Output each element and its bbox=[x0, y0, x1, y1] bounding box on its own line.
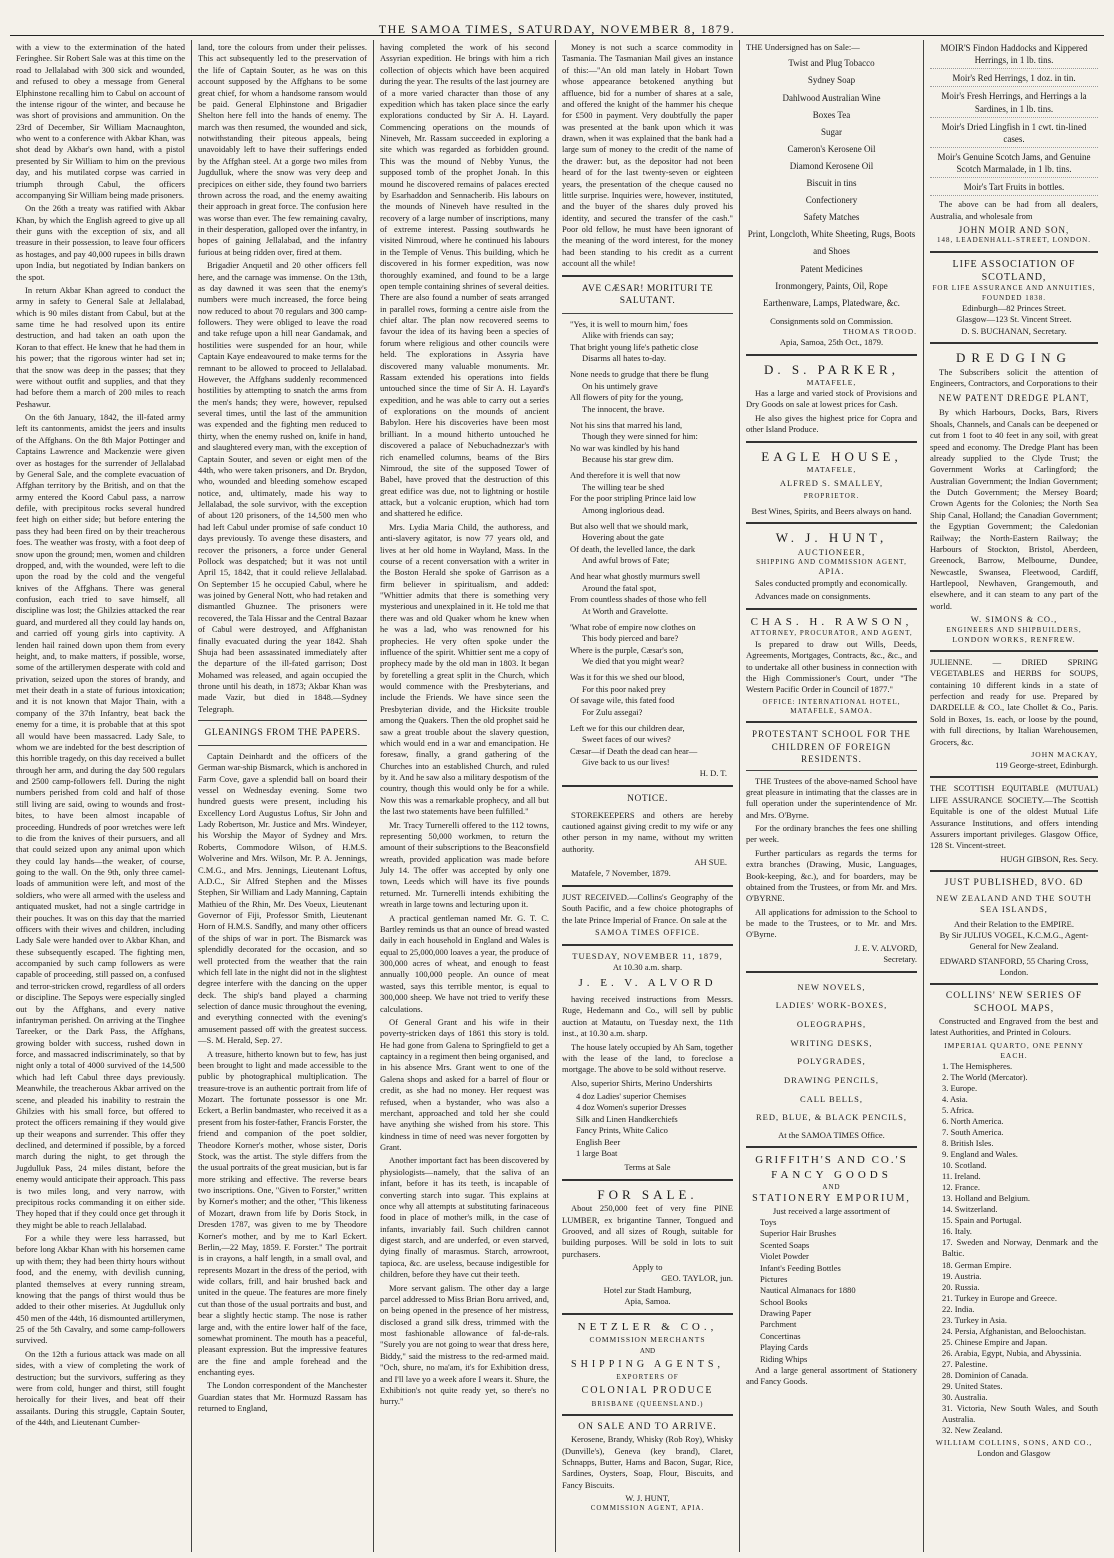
divider bbox=[746, 522, 917, 524]
griffith-name: GRIFFITH'S AND CO.'S bbox=[755, 1154, 908, 1167]
griffith-item: Toys bbox=[760, 1217, 777, 1228]
divider bbox=[746, 441, 917, 443]
novels-item: RED, BLUE, & BLACK PENCILS, bbox=[756, 1112, 907, 1123]
poem-line: All flowers of pity for the young, bbox=[570, 392, 684, 403]
collins-map-item: 14. Switzerland. bbox=[942, 1204, 998, 1215]
netzler-line: BRISBANE (QUEENSLAND.) bbox=[591, 1399, 704, 1408]
article-paragraph: More servant galism. The other day a large parcel addressed to Miss Brian Boru arrived, and, on being opened in the presence of her mistress, disclosed a grand silk dress, trimmed with the most fashionable allowance of fal-de-rals. "Surely you are not going to wear that dress here, Biddy," said the mistress to the red-armed maid. "Och, shure, no ma'am, it's for Exhibition dress, and I'll lave yo a week afore I wears it. Shure, the Exhibition's not quite ready yet, so there's no hurry." bbox=[380, 1282, 549, 1407]
notice-date: Matafele, 7 November, 1879. bbox=[571, 868, 671, 879]
griffith-item: Superior Hair Brushes bbox=[760, 1228, 837, 1239]
article-paragraph: In return Akbar Khan agreed to conduct the army in safety to General Sale at Jellalabad, which is 90 miles distant from Cabul, but at the same time he had resolved upon its entire destruction, and had taken an oath upon the Koran to that effect. He knew that he had them in his power; that the rigorous winter had set in; that the snow was deep in the passes; that they were without outfit and supplies, and that they had before them a march of 200 miles to reach Peshawur. bbox=[16, 284, 185, 409]
article-paragraph: with a view to the extermination of the hated Feringhee. Sir Robert Sale was at this time on the road to Jellalabad with 300 sick and wounded, and refused to obey a message from General Elphinstone recalling him to Cabul on account of the intense rigour of the winter, and because he was short of provisions and ammunition. On the 23rd of December, Sir William Macnaughton, who went to a conference with Akbar Khan, was shot dead by Akbar's own hand, with a pistol presented by Sir William to him on the previous day, and his mutilated corpse was carried in triumph through Cabul, the officers accompanying Sir William being made prisoners. bbox=[16, 42, 185, 200]
divider bbox=[562, 1313, 733, 1315]
poem-line: Though they were sinned for him: bbox=[582, 431, 698, 442]
moir-item: Moir's Dried Lingfish in 1 cwt. tin-lined cases. bbox=[930, 121, 1098, 148]
collins-map-item: 13. Holland and Belgium. bbox=[942, 1193, 1031, 1204]
collins-map-item: 20. Russia. bbox=[942, 1281, 980, 1292]
published-heading: JUST PUBLISHED, 8VO. 6D bbox=[944, 878, 1084, 889]
parker-text: Has a large and varied stock of Provisions and Dry Goods on sale at lowest prices for Cash. bbox=[746, 388, 917, 410]
trood-item: Sugar bbox=[821, 126, 842, 137]
griffith-item: Parchment bbox=[760, 1319, 797, 1330]
trood-item: Patent Medicines bbox=[800, 263, 863, 274]
netzler-line: COMMISSION MERCHANTS bbox=[589, 1335, 706, 1345]
moir-address: 148, LEADENHALL-STREET, LONDON. bbox=[937, 236, 1091, 245]
moir-item: MOIR'S Findon Haddocks and Kippered Herrings, in 1 lb. tins. bbox=[930, 42, 1098, 69]
poem-line: This body pierced and bare? bbox=[582, 633, 679, 644]
auction-items bbox=[562, 1091, 733, 1159]
published-author: By Sir JULIUS VOGEL, K.C.M.G., Agent-General for New Zealand. bbox=[939, 929, 1089, 952]
novels-item: WRITING DESKS, bbox=[790, 1037, 873, 1048]
collins-map-item: 9. England and Wales. bbox=[942, 1149, 1018, 1160]
divider bbox=[746, 354, 917, 356]
divider bbox=[746, 971, 917, 973]
on-sale-place: COMMISSION AGENT, APIA. bbox=[590, 1504, 705, 1513]
julienne-signature: JOHN MACKAY, bbox=[1031, 749, 1098, 759]
moir-item: Moir's Genuine Scotch Jams, and Genuine Scotch Marmalade, in 1 lb. tins. bbox=[930, 151, 1098, 178]
notice-text: STOREKEEPERS and others are hereby cautioned against giving credit to my wife or any other person in my name, without my written authority. bbox=[562, 809, 733, 854]
moir-item: Moir's Red Herrings, 1 doz. in tin. bbox=[930, 72, 1098, 87]
published-title: NEW ZEALAND AND THE SOUTH SEA ISLANDS, bbox=[936, 892, 1092, 915]
dredge-signature: LONDON WORKS, RENFREW. bbox=[952, 634, 1076, 644]
collins-map-item: 26. Arabia, Egypt, Nubia, and Abyssinia. bbox=[942, 1347, 1082, 1358]
hunt-line: APIA. bbox=[818, 567, 845, 577]
collins-map-item: 18. German Empire. bbox=[942, 1259, 1012, 1270]
article-paragraph: Captain Deinhardt and the officers of the German war-ship Bismarck, which is anchored in Farm Cove, gave a splendid ball on board their vessel on Wednesday evening. Some two hundred guests were present, including his Excellency Lord Augustus Loftus, Sir John and Lady Robertson, Mr. Justice and Mrs. Windeyer, his Worship the Mayor of Sydney and Mrs. Roberts, Commodore Wilson, of H.M.S. Wolverine and Mrs. Wilson, Mr. P. A. Jennings, C.M.G., and Mrs. Jennings, Lieutenant Loftus, A.D.C., Sir Alfred Stephen and the Misses Stephen, Sir William and Lady Manning, Captain Mathieu of the Rhin, Mr. Des Voeux, Lieutenant Governor of Fiji, Professor Smith, Lieutenant Horn of H.M.S. Sandfly, and many other officers of the ships of war in port. The Bismarck was splendidly decorated for the occasion, and so well protected from the weather that the rain which fell late in the night did not in the slightest degree interfere with the dancing on the upper deck. The ship's band played a charming selection of dance music throughout the evening, and everything connected with the evening's amusement passed off with the greatest success.—S. M. Herald, Sep. 27. bbox=[198, 750, 367, 1046]
trood-item: Twist and Plug Tobacco bbox=[788, 58, 875, 69]
divider bbox=[562, 313, 733, 314]
eagle-place: MATAFELE, bbox=[806, 464, 857, 474]
parker-name: D. S. PARKER, bbox=[764, 361, 899, 377]
novels-item: NEW NOVELS, bbox=[797, 981, 866, 992]
collins-heading: COLLINS' NEW SERIES OF SCHOOL MAPS, bbox=[945, 991, 1083, 1015]
collins-map-item: 17. Sweden and Norway, Denmark and the Baltic. bbox=[942, 1237, 1098, 1259]
masthead: THE SAMOA TIMES, SATURDAY, NOVEMBER 8, 1879. bbox=[10, 6, 1104, 36]
moir-name: JOHN MOIR AND SON, bbox=[958, 225, 1070, 236]
poem-line: Around the fatal spot, bbox=[582, 582, 657, 593]
trood-item: Sydney Soap bbox=[807, 75, 856, 86]
griffith-item: Pictures bbox=[760, 1273, 788, 1284]
on-sale-heading: ON SALE AND TO ARRIVE. bbox=[578, 1422, 717, 1433]
school-text: For the ordinary branches the fees one shilling per week. bbox=[746, 823, 917, 845]
griffith-item: Violet Powder bbox=[760, 1251, 809, 1262]
notice-heading: NOTICE. bbox=[627, 793, 668, 804]
poem-line: Because his star grew dim. bbox=[582, 454, 674, 465]
poem-line: But also well that we should mark, bbox=[570, 520, 689, 531]
poem-line: 'What robe of empire now clothes on bbox=[570, 621, 696, 632]
dredge-signature: ENGINEERS AND SHIPBUILDERS, bbox=[946, 625, 1082, 634]
article-paragraph: For a while they were less harrassed, but before long Akbar Khan with his horsemen came up with them; they had been thirty hours without food, and the enemy, with devilish cunning, planted themselves at every running stream, knowing that the pangs of thirst would thus be added to their other miseries. At Jugdulluk only 450 men of the 44th, 16 dismounted artillerymen, 25 of the 5th Cavalry, and some camp-followers survived. bbox=[16, 1233, 185, 1346]
divider bbox=[562, 1179, 733, 1181]
trood-items bbox=[746, 55, 917, 311]
on-sale-signature: W. J. HUNT, bbox=[625, 1493, 670, 1503]
collins-signature: WILLIAM COLLINS, SONS, AND CO., bbox=[935, 1438, 1093, 1448]
griffith-item: Playing Cards bbox=[760, 1342, 808, 1353]
rawson-name: CHAS. H. RAWSON, bbox=[750, 615, 913, 628]
poem-line: The willing tear be shed bbox=[582, 481, 665, 492]
column-1 bbox=[10, 40, 192, 1552]
divider bbox=[930, 983, 1098, 985]
collins-map-item: 11. Ireland. bbox=[942, 1171, 981, 1182]
auction-text: having received instructions from Messrs. Ruge, Hedemann and Co., will sell by public auction at Matautu, on Tuesday next, the 11th inst., at 10.30 a.m. sharp. bbox=[562, 994, 733, 1039]
eagle-title: PROPRIETOR. bbox=[803, 492, 860, 501]
parker-place: MATAFELE, bbox=[806, 377, 857, 387]
auction-item: 1 large Boat bbox=[576, 1147, 618, 1158]
poem-title: AVE CÆSAR! MORITURI TE SALUTANT. bbox=[581, 283, 714, 307]
notice-signature: AH SUE. bbox=[694, 857, 727, 868]
julienne-text: JULIENNE. — DRIED SPRING VEGETABLES and HERBS for SOUPS, containing 10 different kinds in a state of perfection and ready for use. Prepared by DARDELLE & CO., late Chollet & Co., Paris. Sold in Boxes, 1s. each, or loose by the pound, with full directions, by Italian Warehousemen, Grocers, &c. bbox=[930, 656, 1098, 747]
for-sale-name: GEO. TAYLOR, jun. bbox=[661, 1273, 733, 1284]
for-sale-hotel: Hotel zur Stadt Hamburg, bbox=[603, 1284, 692, 1295]
life-line: Edinburgh—82 Princes Street. bbox=[962, 303, 1066, 314]
hunt-name: W. J. HUNT, bbox=[775, 530, 888, 546]
poem-line: Hovering about the gate bbox=[582, 532, 664, 543]
article-paragraph: Money is not such a scarce commodity in Tasmania. The Tasmanian Mail gives an instance of this:—"An old man lately in Hobart Town whose appearance betokened anything but affluence, bid for a number of shares at a sale, and offered the knight of the hammer his cheque for £500 in payment. Very doubtfully the paper was presented at the bank upon which it was drawn, when it was explained that the bank had a large sum of money to the credit of the name of the drawer: but, as the depositor had not been heard of for the last twenty-seven or eighteen years, the presentation of the cheque caused no little surprise. Inquiries were, however, instituted, and the buyer of the shares duly proved his identity, and secured the transfer of the cash." Poor old fellow, he must have been ignorant of the meaning of the word interest, for the money had been standing to his credit as a current account all the while! bbox=[562, 42, 733, 269]
auction-item: Fancy Prints, White Calico bbox=[576, 1125, 668, 1136]
rawson-office: OFFICE: INTERNATIONAL HOTEL, MATAFELE, SAMOA. bbox=[762, 697, 901, 716]
school-text: THE Trustees of the above-named School have great pleasure in intimating that the classes are in full operation under the superintendence of Mr. and Mrs. O'Byrne. bbox=[746, 775, 917, 820]
moir-text: The above can be had from all dealers, Australia, and wholesale from bbox=[930, 199, 1098, 221]
divider bbox=[198, 745, 367, 746]
novels-item: OLEOGRAPHS, bbox=[796, 1018, 867, 1029]
divider bbox=[930, 650, 1098, 652]
collins-map-item: 8. British Isles. bbox=[942, 1137, 994, 1148]
moir-items bbox=[930, 42, 1098, 196]
griffith-item: Drawing Paper bbox=[760, 1308, 812, 1319]
eagle-text: Best Wines, Spirits, and Beers always on hand. bbox=[751, 505, 912, 516]
griffith-item: Scented Soaps bbox=[760, 1239, 810, 1250]
collins-map-item: 7. South America. bbox=[942, 1126, 1004, 1137]
poem-line: Among inglorious dead. bbox=[582, 504, 665, 515]
griffith-text: Just received a large assortment of bbox=[772, 1205, 891, 1216]
collins-map-item: 4. Asia. bbox=[942, 1093, 968, 1104]
moir-item: Moir's Fresh Herrings, and Herrings a la Sardines, in 1 lb. tins. bbox=[930, 90, 1098, 117]
for-sale-place: Apia, Samoa. bbox=[624, 1296, 671, 1307]
poem-line: Of savage wile, this fated food bbox=[570, 695, 675, 706]
trood-consign: Consignments sold on Commission. bbox=[770, 315, 893, 326]
collins-map-item: 25. Chinese Empire and Japan. bbox=[942, 1336, 1048, 1347]
poem-line: We died that you might wear? bbox=[582, 656, 684, 667]
collins-map-item: 31. Victoria, New South Wales, and South Australia. bbox=[942, 1403, 1098, 1425]
column-4 bbox=[556, 40, 740, 1552]
griffith-item: Infant's Feeding Bottles bbox=[760, 1262, 841, 1273]
dredge-signature: W. SIMONS & CO., bbox=[970, 614, 1058, 625]
trood-item: Cameron's Kerosene Oil bbox=[787, 143, 876, 154]
collins-map-item: 24. Persia, Afghanistan, and Beloochistan. bbox=[942, 1325, 1087, 1336]
article-paragraph: On the 6th January, 1842, the ill-fated army left its cantonments, amidst the jeers and insults of the Affghans. On the 8th Major Pottinger and Captains Lawrence and Mackenzie were given over as hostages for the surrender of Jellalabad by General Sale, and the complete evacuation of Affghan territory by the British, and on that the army entered the Koord Cabul pass, a narrow defile, with precipitous rocks several hundred feet high on either side; but before entering the pass they had been fired on by their treacherous foes. The weather was frosty, with a foot deep of snow upon the ground; men, women and children dropped, and, with the wounded, were left to die upon the road by the cold and the vengeful knives of the Affghans. There was general confusion, each tried to save himself, all discipline was lost; the Ghilzies attacked the rear guard, and murdered all they could lay hands on, and carried off young girls into captivity. A lenden hail rained down upon them from every height, and, to make matters, if possible, worse, some of the artillerymen desperate with cold and privation, seized upon the stores of brandy, and met their death in a state of furious intoxication; and it is not known that Major Thain, with a company of the 37th Infantry, beat back the enemy for a time, it is probable that at this spot all would have been massacred. Lady Sale, to whom we are indebted for the best description of this horrible tragedy, on this day received a bullet through her arm, and during the day 500 regulars and 2500 camp-followers fell. During the night numbers perished from cold and half of those still living are said, owing to wounds and frost-bites, to have been almost incapable of proceeding. Hundreds of poor wretches were left to die from the knives of their pursuers, and all that could seized upon any animal upon which they could lay hands—the weaker, of course, going to the wall. On the 9th, only three camel-loads of ammunition were left, and most of the soldiers, who were all armed with the useless and antiquated musket, had not a single cartridge in their pouches. It was on this day that the married officers with their wives and children, including Lady Sale were handed over to Akbar Khan, and these subsequently escaped. The fighting men, accompanied by such camp followers as were capable of proceeding, still passed on, a confused and terror-stricken crowd, regardless of all orders or discipline. The Sepoys were especially singled out by the Affghans, and every native infantryman perished. On arriving at the Tinghee Tareeker, or the Dark Pass, the Affghans, growing bolder with success, rushed down in force, and massacred indiscriminately, so that by night only a total of 4000 survived of the 14,500 which had left Cabul three days previously. Meanwhile, the treacherous Akbar arrived on the scene, and pleaded his inability to restrain the Ghilzies with his small force, but offered to protect the officers remaining if they would give up their weapons and surrender. This offer they declined, and determined if possible, by a forced march during the night, to get through the Jugdulluk Pass, 24 miles distant, before the enemy would anticipate their approach. This pass is two miles long, and very narrow, with precipitous rocks commanding it on either side. They hoped that if they could once get through it they might be able to reach Jellalabad. bbox=[16, 412, 185, 1230]
trood-item: Earthenware, Lamps, Platedware, &c. bbox=[763, 297, 900, 308]
collins-map-item: 12. France. bbox=[942, 1182, 981, 1193]
trood-item: Dahlwood Australian Wine bbox=[782, 92, 881, 103]
school-text: Further particulars as regards the terms for extra branches (Drawing, Music, Languages, Book-keeping, &c.), and for boarders, may be obtained from the Trustees, or from Mr. and Mrs. O'BYRNE. bbox=[746, 847, 917, 904]
divider bbox=[562, 944, 733, 946]
hunt-line: SHIPPING AND COMMISSION AGENT, bbox=[756, 557, 907, 566]
auction-time: At 10.30 a.m. sharp. bbox=[612, 962, 683, 972]
scottish-text: THE SCOTTISH EQUITABLE (MUTUAL) LIFE ASSURANCE SOCIETY.—The Scottish Equitable is one of the oldest Mutual Life Assurance Institutions, and offers intending Assurers important privileges. Glasgow Office, 128 St. Vincent-street. bbox=[930, 783, 1098, 851]
griffith-line: AND bbox=[822, 1182, 841, 1191]
dredge-body: By which Harbours, Docks, Bars, Rivers Shoals, Channels, and Canals can be deepened or cut from 1 foot to 40 feet in any soil, with great speed and economy. The Dredge Plant has been already supplied to the Clyde Trust; the Government Works at Carlingford; the Australian Government; the Indian Government; the Dutch Government; the Mersey Board; Crown Agents for the Colonies; the North Sea Ship Canal, Holland; the Canadian Government; the Egyptian Government; the Caledonian Railway; the North-Eastern Railway; the Harbours of Stockton, Bristol, Aberdeen, Greenock, Barrow, Melbourne, Dundee, Newcastle, Swansea, Fleetwood, Cardiff, Hartlepool, Newhaven, Grangemouth, and elsewhere, and it can steam to any part of the world. bbox=[930, 407, 1098, 611]
eagle-name: EAGLE HOUSE, bbox=[761, 448, 902, 464]
auction-item: 4 doz Ladies' superior Chemises bbox=[576, 1091, 687, 1102]
collins-map-item: 21. Turkey in Europe and Greece. bbox=[942, 1292, 1057, 1303]
poem-line: Was it for this we shed our blood, bbox=[570, 672, 685, 683]
life-heading: LIFE ASSOCIATION OF SCOTLAND, bbox=[952, 258, 1076, 283]
poem-line: And awful brows of Fate; bbox=[582, 555, 670, 566]
poem-line: None needs to grudge that there be flung bbox=[570, 369, 709, 380]
divider bbox=[746, 770, 917, 771]
poem-line: Left we for this our children dear, bbox=[570, 722, 685, 733]
life-line: Glasgow—123 St. Vincent Street. bbox=[956, 314, 1072, 325]
published-publisher: EDWARD STANFORD, 55 Charing Cross, London. bbox=[939, 955, 1089, 977]
article-paragraph: having completed the work of his second Assyrian expedition. He brings with him a rich collection of objects which have been acquired during the year. The results of the last journey are of a more varied character than those of any expedition which has taken place since the early explorations conducted by Sir A. H. Layard. Commencing operations on the mounds of Nineveh, Mr. Rassam succeeded in exploring a site which was regarded as forbidden ground. This was the mound of Nebby Yunus, the supposed tomb of the prophet Jonah. In this mound he discovered remains of palaces erected by Esarhaddon and Sennacherib. His labours on the mounds of Nineveh have resulted in the recovery of a large number of inscriptions, many of extreme interest. Passing southwards he visited Nimroud, where he continued his labours in the Temple of Venus. This building, which he discovered in his former expedition, was now thoroughly examined, and found to be a large open temple containing shrines of several deities. There are also found a number of seats arranged in parallel rows, forming a centre aisle from the chief altar. The plan now recovered seems to favour the idea of its having been a species of forum where religious and other councils were held. The explorations in Assyria have discovered many valuable monuments. Mr. Rassam extended his operations into fields untouched since the time of Sir A. H. Layard's expedition, and he was able to carry out a series of explorations on the mounds of ancient Babylon. Here his discoveries have been most brilliant. In a mound hitherto untouched he discovered a palace of Nebuchadnezzar's with rich enamelled columns, beams of the Birs Nimroud, the site of the supposed Tower of Babel, have proved that the destruction of this great edifice was due, not to lightning or hostile attack, but a volcanic eruption, which had torn and shattered he edifice. bbox=[380, 42, 549, 519]
article-paragraph: A practical gentleman named Mr. G. T. C. Bartley reminds us that an ounce of bread wasted daily in each household in England and Wales is equal to 25,000,000 loaves a year, the produce of 300,000 acres of wheat, and enough to feast annually 100,000 people. An ounce of meat wasted, says this terrible mentor, is equal to 300,000 sheep. We have not tried to verify these calculations. bbox=[380, 912, 549, 1014]
school-signature: Secretary. bbox=[883, 954, 917, 965]
article-paragraph: On the 26th a treaty was ratified with Akbar Khan, by which the English agreed to give up all their guns with the exception of six, and all treasure in their possession, to leave four officers as hostages, and pay 40,000 rupees in bills drawn upon India, but negotiated by Indian bankers on the spot. bbox=[16, 203, 185, 282]
published-sub: And their Relation to the EMPIRE. bbox=[954, 918, 1074, 929]
collins-map-item: 28. Dominion of Canada. bbox=[942, 1369, 1029, 1380]
collins-map-item: 10. Scotland. bbox=[942, 1160, 987, 1171]
just-received-text: JUST RECEIVED.—Collins's Geography of the South Pacific, and a few choice photographs of the late Prince Imperial of France. On sale at the bbox=[562, 891, 733, 925]
divider bbox=[562, 1414, 733, 1416]
netzler-line: SHIPPING AGENTS, bbox=[571, 1358, 724, 1370]
poem-line: Alike with friends can say; bbox=[582, 330, 674, 341]
poem-line: From countless shades of those who fell bbox=[570, 594, 707, 605]
divider bbox=[930, 251, 1098, 253]
column-3 bbox=[374, 40, 556, 1552]
auction-item: English Beer bbox=[576, 1136, 621, 1147]
griffith-items bbox=[746, 1217, 917, 1365]
trood-signature: THOMAS TROOD. bbox=[842, 327, 917, 337]
collins-map-item: 16. Italy. bbox=[942, 1226, 972, 1237]
griffith-item: Concertinas bbox=[760, 1330, 801, 1341]
divider bbox=[746, 608, 917, 610]
poem-line: Not his sins that marred his land, bbox=[570, 419, 683, 430]
for-sale-heading: FOR SALE. bbox=[597, 1186, 698, 1202]
column-5 bbox=[740, 40, 924, 1552]
griffith-line: FANCY GOODS bbox=[771, 1169, 892, 1182]
dredge-title: NEW PATENT DREDGE PLANT, bbox=[938, 393, 1090, 404]
divider bbox=[562, 785, 733, 787]
article-paragraph: Mrs. Lydia Maria Child, the authoress, and anti-slavery agitator, is now 77 years old, and lives at her old home in Wayland, Mass. In the course of a recent conversation with a writer in the Boston Herald she spoke of Garrison as a firm believer in spiritualism, and added: "Whittier admits that there is something very mysterious and unexplained in it. He told me that there was and old Quaker whom he knew when he was a lad, who was renowned for his prophecies. He very often spoke under the influence of the spirit. Whittier sent me a copy of prophecy made by the old man in 1803. It began by foretelling a great split in the Church, which would commence with the Presbyterians, and include the Friends. We have since seen the Presbyterian divide, and the Hicksite trouble among the Quakers. Then the old prophet said he saw a great trouble about the slavery question, which would end in a war and emancipation. He foresaw, finally, a grand gathering of the Churches into an established Church, and ruled by it. And he saw also a military despotism of the country, though this would only be for a while. Now this was a remarkable prophecy, and all but the last two statements have been fulfilled." bbox=[380, 521, 549, 817]
trood-item: Print, Longcloth, White Sheeting, Rugs, Boots and Shoes bbox=[747, 229, 916, 257]
school-heading: PROTESTANT SCHOOL FOR THE CHILDREN OF FOREIGN RESIDENTS. bbox=[752, 729, 911, 764]
collins-map-item: 27. Palestine. bbox=[942, 1358, 988, 1369]
trood-item: Safety Matches bbox=[803, 212, 860, 223]
poem-line: And hear what ghostly murmurs swell bbox=[570, 571, 701, 582]
trood-date: Apia, Samoa, 25th Oct., 1879. bbox=[779, 337, 884, 348]
scottish-signature: HUGH GIBSON, Res. Secy. bbox=[1000, 853, 1098, 864]
poem-line: And therefore it is well that now bbox=[570, 470, 681, 481]
julienne-address: 119 George-street, Edinburgh. bbox=[995, 760, 1098, 771]
poem-line: That bright young life's pathetic close bbox=[570, 341, 699, 352]
divider bbox=[198, 720, 367, 721]
for-sale-apply: Apply to bbox=[632, 1262, 663, 1273]
hunt-text: Sales conducted promptly and economically. bbox=[755, 577, 908, 588]
article-paragraph: On the 12th a furious attack was made on all sides, with a view of completing the work of destruction; but the survivors, suffering as they were from cold, hunger and thirst, still fought heroically for their lives, and beat off their assailants. During this struggle, Captain Souter, of the 44th, and Lieutenant Cumber- bbox=[16, 1348, 185, 1427]
poem-line: The innocent, the brave. bbox=[582, 403, 665, 414]
divider bbox=[930, 870, 1098, 872]
divider bbox=[562, 885, 733, 887]
just-received-office: SAMOA TIMES OFFICE. bbox=[595, 927, 700, 937]
article-paragraph: Brigadier Anquetil and 20 other officers fell here, and the carnage was immense. On the 13th, as day dawned it was seen that the enemy's numbers were much increased, the force being now reduced to about 70 regulars and 300 camp-followers. They were obliged to leave the road and take refuge upon a hill near Gandamak, and hostilities were suspended for an hour, while Captain Kaye endeavoured to make terms for the remnant to be allowed to proceed to Jellalabad. However, the Affghans suddenly recommenced hostilities by attempting to snatch the arms from the men's hands; they were, however, repulsed several times, until the last of the ammunition was expended and the fighting men reduced to thirty, when the enemy rushed on, knife in hand, and slaughtered every man, with the exception of Captain Souter, and seven or eight men of the 44th, who were taken prisoners, and Dr. Brydon, who, wounded and bleeding somehow escaped notice, and, ultimately, made his way to Jellalabad, the sole survivor, with the exception of about 120 prisoners, of the 14,500 men who had left Cabul under promise of safe conduct 10 days previously. To avenge these disasters, and recover the prisoners, a force under General Pollock was despatched; but it was not until April 15, 1842, that it could relieve Jellalabad. On September 15 he occupied Cabul, where he was joined by General Nott, who had retaken and dismantled Ghuznee. The prisoners were recovered, the Tala Hissar and the Central Bazaar of Cabul were destroyed, and Affghanistan finally evacuated during the year 1842. Shah Shuja had been assassinated immediately after the departure of the ill-fated garrison; Dost Mohamed was released, and again occupied the throne until his death, in 1873; Akbar Khan was made Vazir, but died in 1848.—Sydney Telegraph. bbox=[198, 260, 367, 714]
collins-map-item: 32. New Zealand. bbox=[942, 1425, 1003, 1436]
collins-map-item: 6. North America. bbox=[942, 1115, 1004, 1126]
divider bbox=[746, 1146, 917, 1148]
poem-line: Give back to us our lives! bbox=[582, 757, 670, 768]
collins-sub: IMPERIAL QUARTO, ONE PENNY EACH. bbox=[944, 1040, 1084, 1060]
poem-line: No war was kindled by his hand bbox=[570, 442, 680, 453]
novels-item: LADIES' WORK-BOXES, bbox=[775, 1000, 888, 1011]
hunt-line: AUCTIONEER, bbox=[797, 546, 866, 557]
collins-map-item: 15. Spain and Portugal. bbox=[942, 1215, 1022, 1226]
poem-line: Cæsar—if Death the dead can hear— bbox=[570, 745, 698, 756]
netzler-line: AND bbox=[639, 1346, 656, 1355]
griffith-end: And a large general assortment of Stationery and Fancy Goods. bbox=[746, 1364, 917, 1387]
novels-item: CALL BELLS, bbox=[799, 1093, 864, 1104]
collins-map-item: 23. Turkey in Asia. bbox=[942, 1314, 1007, 1325]
collins-text: Constructed and Engraved from the best and latest Authorities, and Printed in Colours. bbox=[930, 1015, 1098, 1038]
trood-heading: THE Undersigned has on Sale:— bbox=[746, 42, 860, 52]
netzler-line: EXPORTERS OF bbox=[616, 1373, 679, 1382]
collins-map-item: 22. India. bbox=[942, 1303, 975, 1314]
poem bbox=[562, 319, 733, 769]
griffith-item: School Books bbox=[760, 1296, 808, 1307]
moir-item: Moir's Tart Fruits in bottles. bbox=[930, 181, 1098, 196]
collins-maps bbox=[930, 1061, 1098, 1437]
section-heading: GLEANINGS FROM THE PAPERS. bbox=[204, 728, 361, 739]
poem-line: For this poor naked prey bbox=[582, 683, 666, 694]
auction-also: Also, superior Shirts, Merino Undershirts bbox=[571, 1077, 713, 1088]
dredge-text: The Subscribers solicit the attention of Engineers, Contractors, and Corporations to their bbox=[930, 366, 1098, 389]
school-signature: J. E. V. ALVORD, bbox=[854, 942, 917, 953]
novels-item: DRAWING PENCILS, bbox=[783, 1075, 880, 1086]
divider bbox=[930, 776, 1098, 778]
trood-item: Confectionery bbox=[805, 195, 858, 206]
collins-signature: London and Glasgow bbox=[977, 1448, 1051, 1459]
poem-line: For the poor stripling Prince laid low bbox=[570, 493, 697, 504]
auction-date: TUESDAY, NOVEMBER 11, 1879, bbox=[572, 950, 723, 961]
parker-text: He also gives the highest price for Copra and other Island Produce. bbox=[746, 412, 917, 435]
on-sale-text: Kerosene, Brandy, Whisky (Rob Roy), Whisky (Dunville's), Geneva (key brand), Claret, Schnapps, Butter, Hams and Bacon, Sugar, Rice, Sardines, Oysters, Soap, Flour, Biscuits, and Fancy Biscuits. bbox=[562, 1434, 733, 1490]
novels-item: POLYGRADES, bbox=[797, 1056, 866, 1067]
newspaper-columns bbox=[10, 40, 1104, 1552]
column-2 bbox=[192, 40, 374, 1552]
article-paragraph: land, tore the colours from under their pelisses. This act subsequently led to the preservation of the life of Captain Souter, as he was on this account supposed by the Affghans to be some great chief, for whom a handsome ransom would be paid. General Elphinstone and Brigadier Shelton here fell into the hands of enemy. The march was then resumed, the wounded and sick, notwithstanding their piteous appeals, being unavoidably left to have their sufferings ended by the Affghan steel. At a gorge two miles from Jugdulluk, where the snow was very deep and precipices on either side, they found two barriers thrown across the road, and the enemy awaiting their approach in great force. The confusion here was worse than ever. The few remaining cavalry, in their desperation, galloped over the infantry, in hopes of gaining Jellalabad, and the infantry furious at being ridden over, fired at them. bbox=[198, 42, 367, 257]
trood-item: Diamond Kerosene Oil bbox=[789, 160, 874, 171]
eagle-owner: ALFRED S. SMALLEY, bbox=[779, 477, 884, 488]
column-6 bbox=[924, 40, 1104, 1552]
rawson-text: Is prepared to draw out Wills, Deeds, Agreements, Mortgages, Contracts, &c., &c., and to undertake all other business in connection with the High Commissioner's Court, under "The Western Pacific Order in Council of 1877." bbox=[746, 638, 917, 695]
article-paragraph: A treasure, hitherto known but to few, has just been brought to light and made accessible to the public by photographical multiplication. The treasure-trove is an authentic portrait from life of Mozart. The fortunate possessor is one Mr. Eckert, a Berlin bandmaster, who received it as a present from his foster-father, Francis Forster, the friend and companion of the poet soldier, Theodore Korner's mother, whose sister, Doris Stock, was the artist. The style differs from the the usual portraits of the great musician, but is far more striking and effective. The reverse bears two inscriptions. One, "Given to Forster," written by Korner's mother; and the other, "This likeness of Mozart, drawn from life by Doris Stock, in Dresden 1787, was given to me by Theodore Korner's mother, and by me to Karl Eckert. Berlin,—22 May, 1859. F. Forster." The portrait is in crayons, a half length, in a small oval, and represents Mozart in the dress of the period, with wide collars, frill, and hair brushed back and united in the queue. The features are more finely cut than those of the usual portraits and bust, and bear a slightly hectic stamp. The nose is rather large and, with the entire lower half of the face, somewhat prominent. The mouth has a peaceful, pleasant expression. But the impressive features are the fine and ample forehead and the enchanting eyes. bbox=[198, 1048, 368, 1378]
griffith-item: Nautical Almanacs for 1880 bbox=[760, 1285, 856, 1296]
poem-line: Where is the purple, Cæsar's son, bbox=[570, 644, 684, 655]
article-paragraph: Another important fact has been discovered by physiologists—namely, that the saliva of an infant, before it has its teeth, is incapable of converting starch into sugar. This explains at once why all attempts at substituting farinaceous food in place of mother's milk, in the case of infants, invariably fail. Such children cannot digest starch, and are underfed, or even starved, dying finally of marasmus. Starch, arrowroot, tapioca, &c. are useless, because indigestible for children, before they have cut their teeth. bbox=[380, 1155, 549, 1280]
collins-map-item: 2. The World (Mercator). bbox=[942, 1071, 1028, 1082]
poem-line: At Worth and Gravelotte. bbox=[582, 605, 669, 616]
collins-map-item: 19. Austria. bbox=[942, 1270, 982, 1281]
divider bbox=[562, 275, 733, 277]
trood-item: Ironmongery, Paints, Oil, Rope bbox=[775, 280, 888, 291]
collins-map-item: 3. Europe. bbox=[942, 1082, 978, 1093]
novels-list bbox=[746, 978, 917, 1128]
poem-line: On his untimely grave bbox=[582, 380, 658, 391]
school-text: All applications for admission to the School to be made to the Trustees, or to Mr. and Mrs. O'Byrne. bbox=[746, 906, 917, 940]
auction-terms: Terms at Sale bbox=[624, 1162, 671, 1173]
life-signature: D. S. BUCHANAN, Secretary. bbox=[961, 325, 1067, 336]
auction-house: The house lately occupied by Ah Sam, together with the lease of the land, to foreclose a mortgage. The above to be sold without reserve. bbox=[562, 1041, 733, 1075]
collins-map-item: 30. Australia. bbox=[942, 1392, 988, 1403]
novels-at: At the SAMOA TIMES Office. bbox=[778, 1130, 885, 1141]
article-paragraph: Of General Grant and his wife in their poverty-stricken days of 1861 this story is told. He had gone from Galena to Springfield to get a captaincy in a regiment then being organised, and in his absence Mrs. Grant went to one of the Galena shops and asked for a barrel of flour or credit, as she had no money. Her request was refused, when a bystander, who was also a merchant, approached and told her she could have anything she wished from his store. This kindness in time of need was never forgotten by Grant. bbox=[380, 1016, 549, 1152]
collins-map-item: 1. The Hemispheres. bbox=[942, 1060, 1013, 1071]
rawson-title: ATTORNEY, PROCURATOR, AND AGENT, bbox=[750, 629, 913, 638]
netzler-name: NETZLER & CO., bbox=[577, 1320, 718, 1333]
auctioneer-name: J. E. V. ALVORD bbox=[578, 977, 717, 990]
poem-line: "Yes, it is well to mourn him,' foes bbox=[570, 318, 688, 329]
collins-map-item: 29. United States. bbox=[942, 1381, 1003, 1392]
divider bbox=[930, 342, 1098, 344]
for-sale-text: About 250,000 feet of very fine PINE LUMBER, ex brigantine Tanner, Tongued and Grooved, and all sizes of Rough, suitable for building purposes. Will be sold in lots to suit purchasers. bbox=[562, 1203, 733, 1259]
netzler-line: COLONIAL PRODUCE bbox=[581, 1385, 714, 1397]
trood-item: Biscuit in tins bbox=[806, 178, 857, 189]
trood-item: Boxes Tea bbox=[812, 109, 851, 120]
poem-line: Disarms all hates to-day. bbox=[582, 353, 666, 364]
griffith-line: STATIONERY EMPORIUM, bbox=[752, 1193, 911, 1205]
divider bbox=[746, 721, 917, 723]
dredge-heading: DREDGING bbox=[956, 350, 1072, 366]
griffith-item: Riding Whips bbox=[760, 1353, 808, 1364]
poem-line: Of death, the levelled lance, the dark bbox=[570, 543, 696, 554]
article-paragraph: The London correspondent of the Manchester Guardian states that Mr. Hormuzd Rassam has returned to England, bbox=[198, 1380, 367, 1414]
poem-line: Sweet faces of our wives? bbox=[582, 734, 671, 745]
collins-map-item: 5. Africa. bbox=[942, 1104, 974, 1115]
auction-item: 4 doz Women's superior Dresses bbox=[576, 1102, 687, 1113]
life-sub: FOR LIFE ASSURANCE AND ANNUITIES, FOUNDED 1838. bbox=[932, 284, 1096, 302]
poem-signature: H. D. T. bbox=[699, 768, 727, 779]
auction-item: Silk and Linen Handkerchiefs bbox=[576, 1113, 678, 1124]
article-paragraph: Mr. Tracy Turnerelli offered to the 112 towns, representing 50,000 workmen, to return the amount of their subscriptions to the Beaconsfield wreath, provided application was made before July 14. The offer was accepted by only one town, Leeds which will have its five pounds returned. Mr. Turnerelli intends exhibiting the wreath in large towns and lecturing upon it. bbox=[380, 819, 549, 910]
hunt-text: Advances made on consignments. bbox=[755, 591, 871, 602]
poem-line: For Zulu assegai? bbox=[582, 706, 643, 717]
